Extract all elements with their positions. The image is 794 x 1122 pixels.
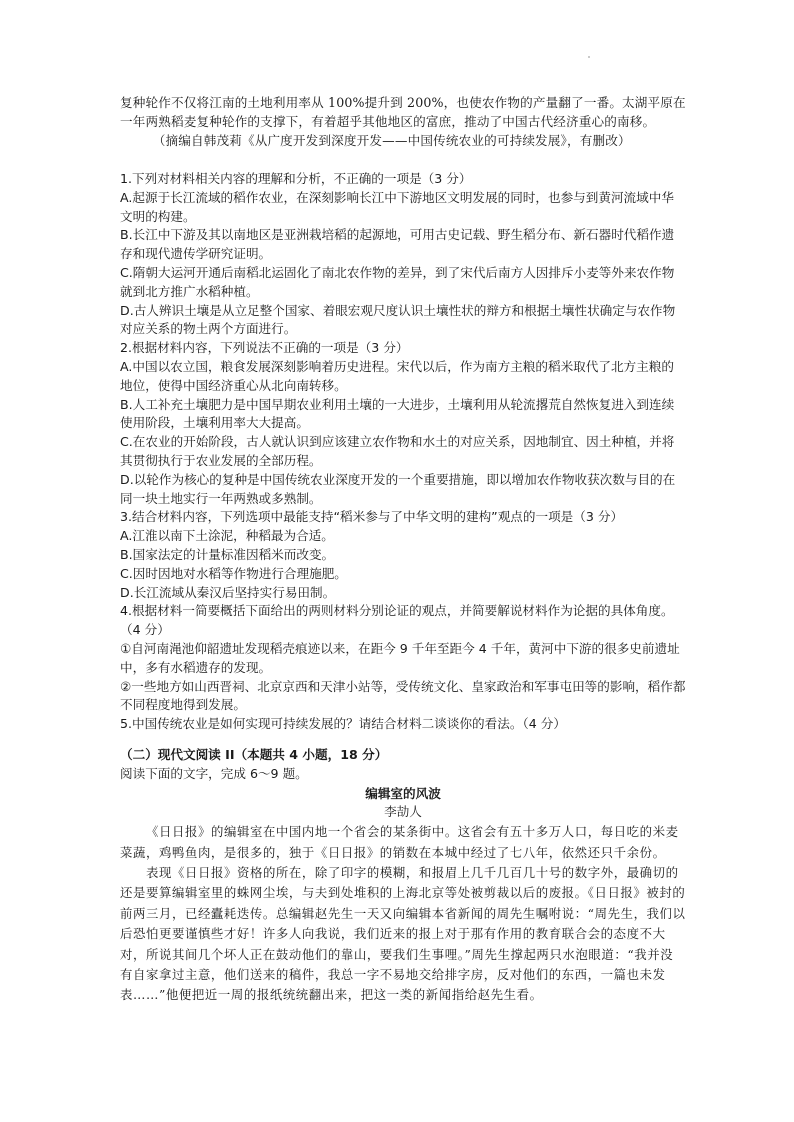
question-stem: 2.根据材料内容，下列说法不正确的一项是（3 分） xyxy=(120,340,409,356)
question-5 xyxy=(120,715,686,734)
question-stem: 4.根据材料一简要概括下面给出的两则材料分别论证的观点，并简要解说材料作为论据的具体角度。（4 分） xyxy=(120,603,674,638)
question-4 xyxy=(120,602,686,715)
option-c: C.因时因地对水稻等作物进行合理施肥。 xyxy=(120,565,347,581)
scan-speck xyxy=(588,56,590,58)
material-source: （摘编自韩茂莉《从广度开发到深度开发——中国传统农业的可持续发展》，有删改） xyxy=(152,132,631,148)
question-1 xyxy=(120,170,686,339)
option-c: C.隋朝大运河开通后南稻北运固化了南北农作物的差异，到了宋代后南方人因排斥小麦等外来农作物就到北方推广水稻种植。 xyxy=(120,264,675,299)
evidence-2: ②一些地方如山西晋祠、北京京西和天津小站等，受传统文化、皇家政治和军事屯田等的影响，稻作都不同程度地得到发展。 xyxy=(120,678,686,713)
material-paragraph: 复种轮作不仅将江南的土地利用率从 100%提升到 200%，也使农作物的产量翻了一番。太湖平原在一年两熟稻麦复种轮作的支撑下，有着超乎其他地区的富庶，推动了中国古代经济重心的南移。 xyxy=(120,95,686,129)
question-stem: 5.中国传统农业是如何实现可持续发展的？请结合材料二谈谈你的看法。（4 分） xyxy=(120,716,566,732)
option-d: D.以轮作为核心的复种是中国传统农业深度开发的一个重要措施，即以增加农作物收获次数与目的在同一块土地实行一年两熟或多熟制。 xyxy=(120,471,676,506)
option-a: A.起源于长江流域的稻作农业，在深刻影响长江中下游地区文明发展的同时，也参与到黄河流域中华文明的构建。 xyxy=(120,189,674,224)
option-d: D.长江流域从秦汉后坚持实行易田制。 xyxy=(120,584,336,600)
option-a: A.中国以农立国，粮食发展深刻影响着历史进程。宋代以后，作为南方主粮的稻米取代了北方主粮的地位，使得中国经济重心从北向南转移。 xyxy=(120,358,674,393)
section-two xyxy=(120,746,686,1006)
option-b: B.人工补充土壤肥力是中国早期农业利用土壤的一大进步，土壤利用从轮流撂荒自然恢复进入到连续使用阶段，土壤利用率大大提高。 xyxy=(120,396,675,431)
story-paragraph: 《日日报》的编辑室在中国内地一个省会的某条街中。这省会有五十多万人口，每日吃的米麦菜蔬，鸡鸭鱼肉，是很多的，独于《日日报》的销数在本城中经过了七八年，依然还只千余份。 xyxy=(120,824,679,860)
material-one-ending xyxy=(120,94,686,150)
story-body xyxy=(120,822,686,1006)
evidence-1: ①自河南渑池仰韶遗址发现稻壳痕迹以来，在距今 9 千年至距今 4 千年，黄河中下游的很多史前遗址中，多有水稻遗存的发现。 xyxy=(120,640,680,675)
question-stem: 1.下列对材料相关内容的理解和分析，不正确的一项是（3 分） xyxy=(120,171,472,186)
question-3 xyxy=(120,508,686,602)
option-d: D.古人辨识土壤是从立足整个国家、着眼宏观尺度认识土壤性状的辩方和根据土壤性状确定与农作物对应关系的物土两个方面进行。 xyxy=(120,302,676,337)
story-paragraph: 表现《日日报》资格的所在，除了印字的模糊，和报眉上几千几百几十号的数字外，最确切的还是要算编辑室里的蛛网尘埃，与夫到处堆积的上海北京等处被剪裁以后的废报。《日日报》被封的前两三月，已经蠹耗迭传。总编辑赵先生一天又向编辑本省新闻的周先生嘱咐说：“周先生，我们以后恐怕更要谨慎些才好！许多人向我说，我们近来的报上对于那有作用的教育联合会的态度不大对，所说其间几个坏人正在鼓动他们的靠山，要我们生事哩。”周先生撑起两只水泡眼道：“我并没有自家拿过主意，他们送来的稿件，我总一字不易地交给排字房，反对他们的东西，一篇也未发表……”他便把近一周的报纸统统翻出来，把这一类的新闻指给赵先生看。 xyxy=(120,865,686,1003)
section-heading: （二）现代文阅读 II（本题共 4 小题，18 分） xyxy=(120,747,388,762)
story-title: 编辑室的风波 xyxy=(365,785,441,801)
section-instruction: 阅读下面的文字，完成 6～9 题。 xyxy=(120,765,308,781)
story-author: 李劼人 xyxy=(384,804,422,820)
question-stem: 3.结合材料内容，下列选项中最能支持“稻米参与了中华文明的建构”观点的一项是（3 分） xyxy=(120,509,624,525)
option-c: C.在农业的开始阶段，古人就认识到应该建立农作物和水土的对应关系，因地制宜、因土种植，并将其贯彻执行于农业发展的全部历程。 xyxy=(120,434,675,468)
option-b: B.长江中下游及其以南地区是亚洲栽培稻的起源地，可用古史记载、野生稻分布、新石器时代稻作遗存和现代遗传学研究证明。 xyxy=(120,227,675,262)
question-list xyxy=(120,170,686,734)
option-b: B.国家法定的计量标准因稻米而改变。 xyxy=(120,546,335,562)
question-2 xyxy=(120,339,686,508)
option-a: A.江淮以南下土涂泥，种稻最为合适。 xyxy=(120,528,334,544)
